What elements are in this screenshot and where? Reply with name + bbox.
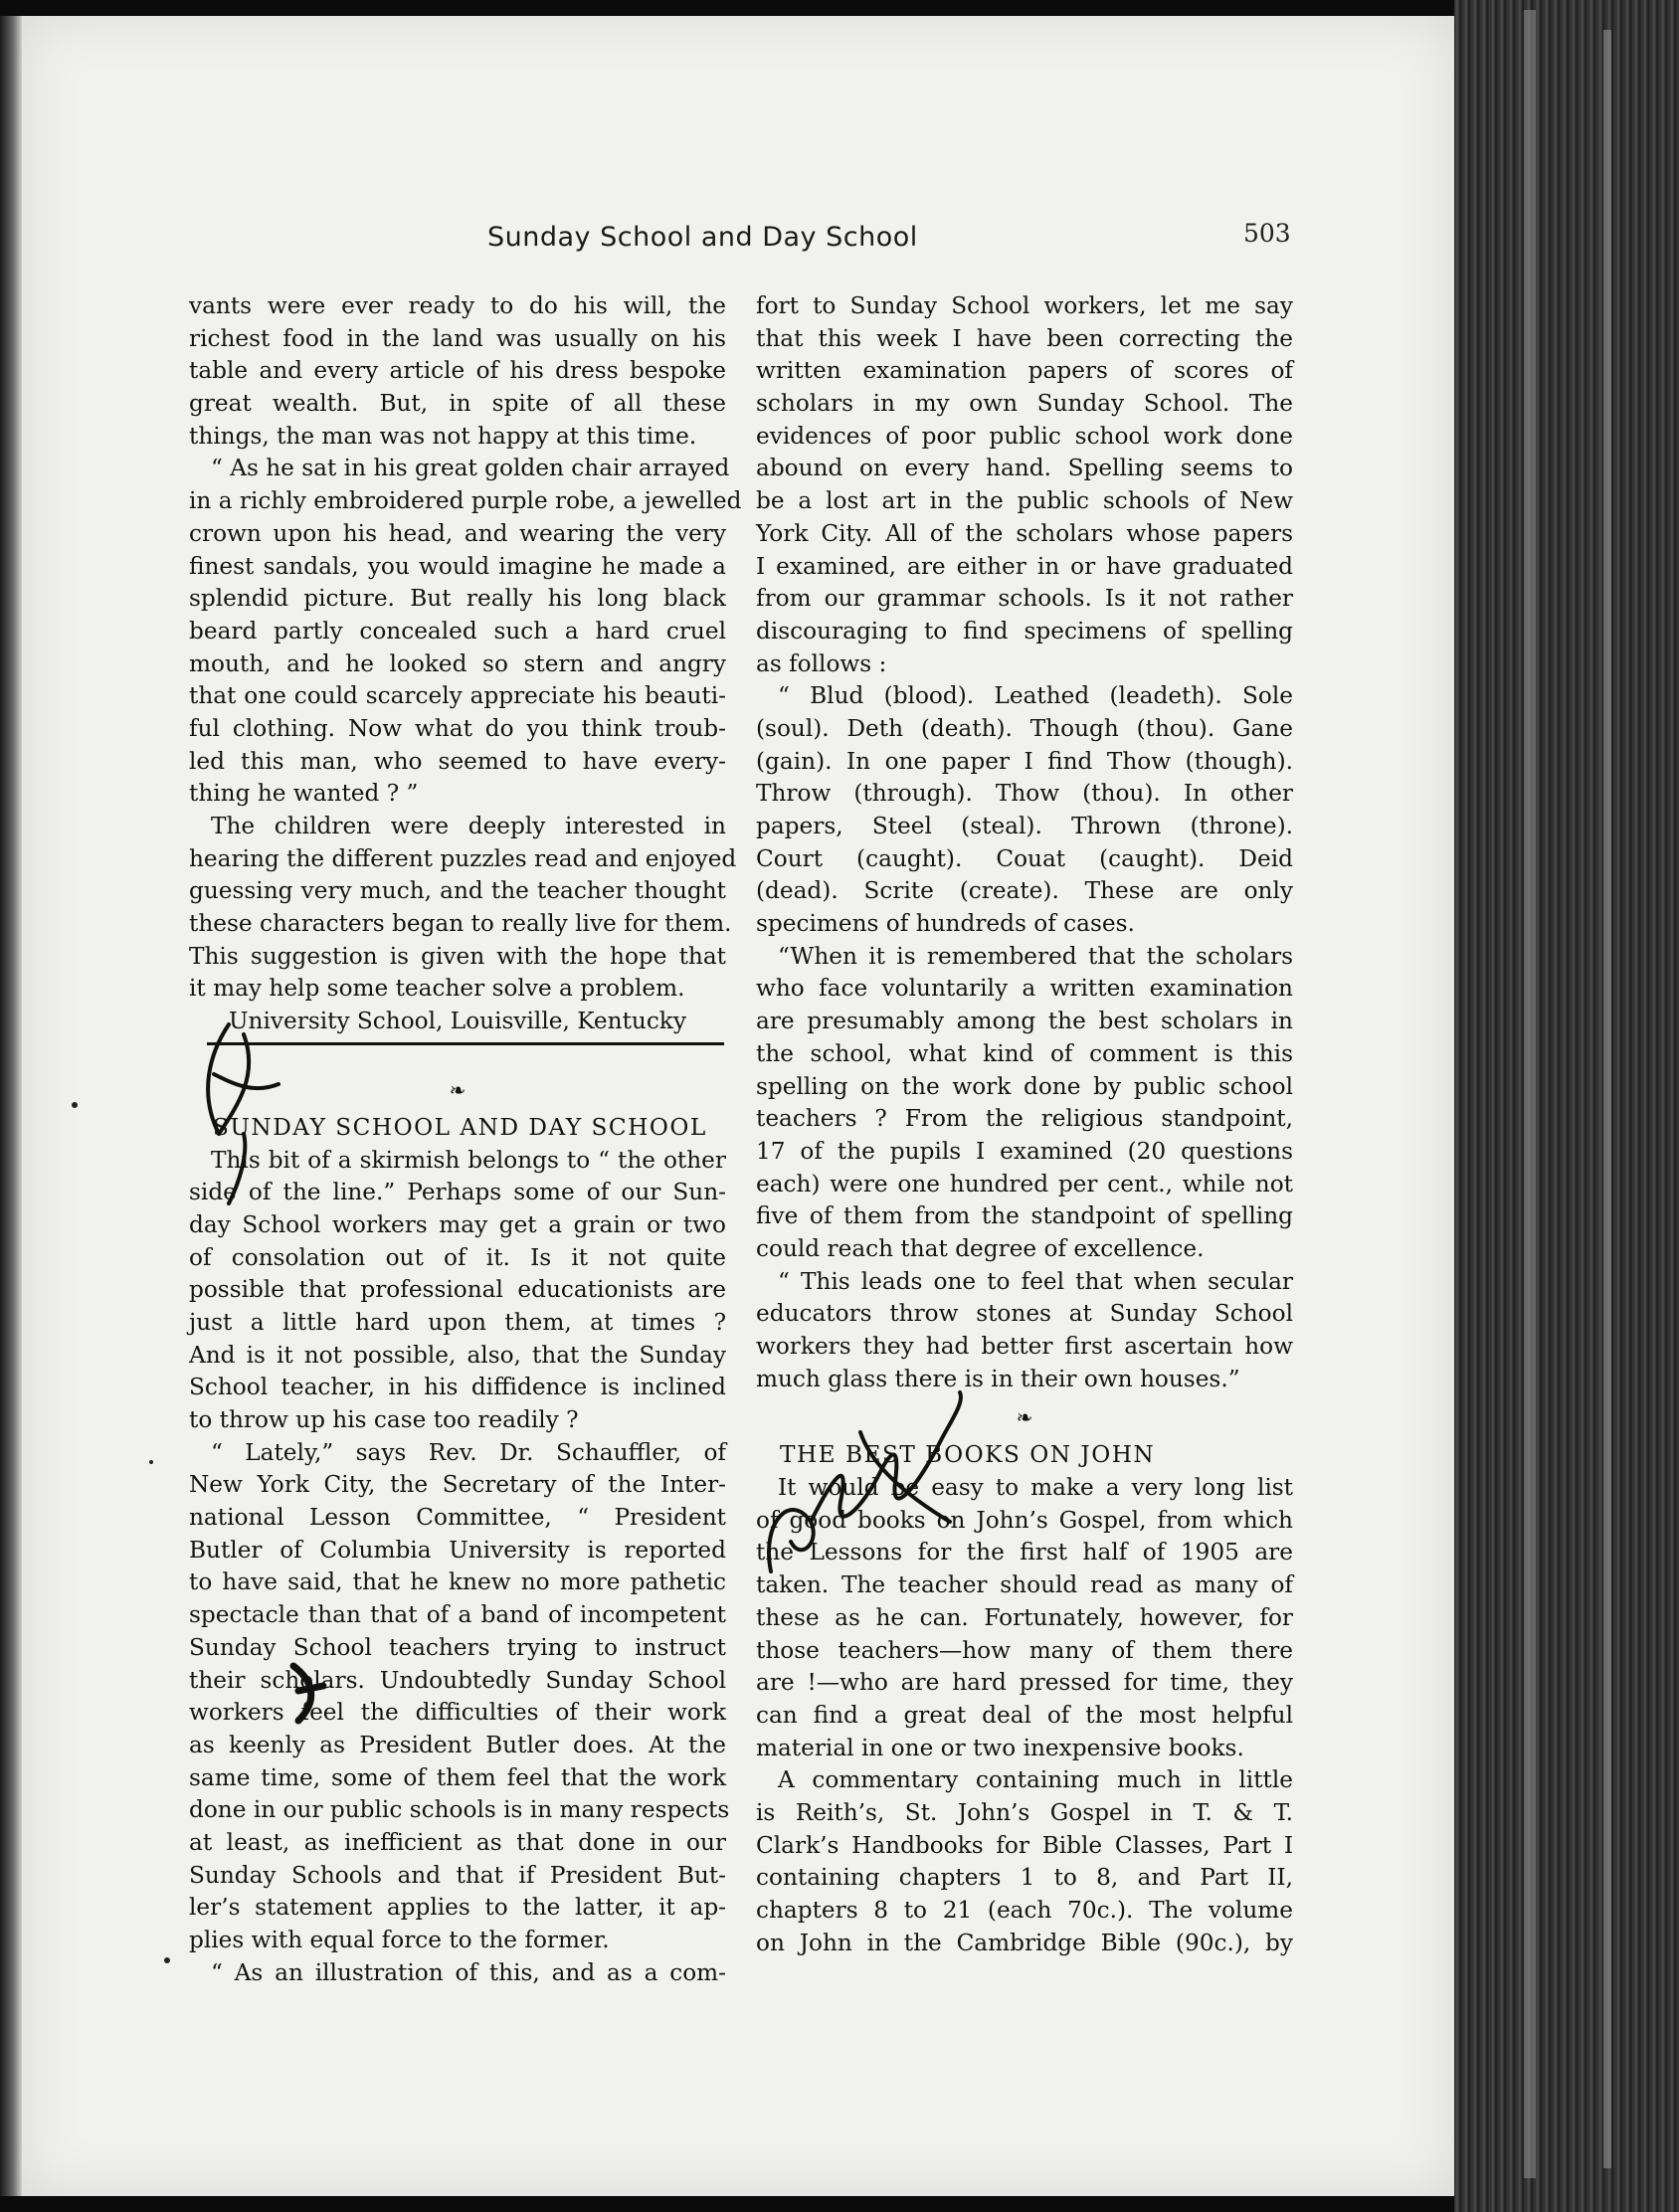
speck: [72, 1102, 78, 1108]
fleuron-ornament: ❧: [1016, 1405, 1033, 1430]
text-line: finest sandals, you would imagine he made a: [189, 552, 726, 580]
text-line: led this man, who seemed to have every-: [189, 747, 726, 775]
text-line: This suggestion is given with the hope that: [189, 942, 726, 970]
text-line: “ Blud (blood). Leathed (leadeth). Sole: [778, 682, 1293, 710]
text-line: five of them from the standpoint of spelling: [756, 1202, 1293, 1230]
text-line: in a richly embroidered purple robe, a jewelled: [189, 487, 742, 515]
text-line: York City. All of the scholars whose papers: [756, 519, 1293, 547]
text-line: can find a great deal of the most helpful: [756, 1701, 1293, 1729]
text-line: guessing very much, and the teacher thought: [189, 877, 726, 905]
page-left-edge: [0, 16, 22, 2196]
text-line: (gain). In one paper I find Thow (though).: [756, 747, 1293, 775]
text-line: at least, as inefficient as that done in our: [189, 1828, 726, 1856]
text-line: crown upon his head, and wearing the very: [189, 519, 726, 547]
text-line: educators throw stones at Sunday School: [756, 1300, 1293, 1328]
text-line: beard partly concealed such a hard cruel: [189, 617, 726, 645]
text-line: workers they had better first ascertain how: [756, 1333, 1293, 1360]
section-heading: SUNDAY SCHOOL AND DAY SCHOOL: [213, 1113, 707, 1141]
text-line: I examined, are either in or have graduated: [756, 552, 1293, 580]
text-line: scholars in my own Sunday School. The: [756, 390, 1293, 418]
text-line: things, the man was not happy at this time.: [189, 422, 697, 450]
text-line: “ Lately,” says Rev. Dr. Schauffler, of: [211, 1438, 726, 1466]
text-line: as follows :: [756, 649, 887, 677]
text-line: to have said, that he knew no more pathetic: [189, 1568, 726, 1596]
text-line: much glass there is in their own houses.”: [756, 1365, 1240, 1392]
text-line: those teachers—how many of them there: [756, 1636, 1293, 1664]
text-line: it may help some teacher solve a problem.: [189, 975, 685, 1003]
text-line: ful clothing. Now what do you think troub-: [189, 714, 726, 742]
running-head: Sunday School and Day School: [487, 222, 918, 253]
text-line: fort to Sunday School workers, let me say: [756, 292, 1293, 319]
text-line: containing chapters 1 to 8, and Part II,: [756, 1864, 1293, 1892]
section-heading: THE BEST BOOKS ON JOHN: [780, 1441, 1156, 1469]
text-line: possible that professional educationists are: [189, 1276, 726, 1304]
text-line: 17 of the pupils I examined (20 questions: [756, 1137, 1293, 1165]
text-line: papers, Steel (steal). Thrown (throne).: [756, 813, 1293, 839]
text-line: are presumably among the best scholars in: [756, 1008, 1293, 1035]
text-line: abound on every hand. Spelling seems to: [756, 455, 1293, 482]
text-line: And is it not possible, also, that the Sunday: [189, 1341, 726, 1369]
speck: [164, 1957, 170, 1963]
text-line: table and every article of his dress bespoke: [189, 357, 726, 385]
text-line: discouraging to find specimens of spelling: [756, 617, 1293, 645]
text-line: that one could scarcely appreciate his beauti-: [189, 682, 726, 710]
text-line: “ This leads one to feel that when secular: [778, 1267, 1293, 1295]
text-line: richest food in the land was usually on his: [189, 324, 726, 352]
text-line: Sunday Schools and that if President But-: [189, 1861, 726, 1889]
page-number: 503: [1243, 219, 1291, 248]
text-line: teachers ? From the religious standpoint,: [756, 1105, 1293, 1133]
text-line: workers feel the difficulties of their work: [189, 1699, 726, 1727]
text-line: Clark’s Handbooks for Bible Classes, Part I: [756, 1831, 1293, 1859]
text-line: written examination papers of scores of: [756, 357, 1293, 385]
text-line: University School, Louisville, Kentucky: [229, 1008, 686, 1035]
text-line: on John in the Cambridge Bible (90c.), by: [756, 1929, 1293, 1956]
text-line: ler’s statement applies to the latter, it ap-: [189, 1894, 726, 1922]
text-line: This bit of a skirmish belongs to “ the other: [211, 1146, 726, 1174]
text-line: New York City, the Secretary of the Inter-: [189, 1471, 726, 1499]
text-line: “ As an illustration of this, and as a com-: [211, 1958, 726, 1986]
text-line: thing he wanted ? ”: [189, 780, 419, 808]
text-line: day School workers may get a grain or two: [189, 1210, 726, 1238]
text-line: national Lesson Committee, “ President: [189, 1504, 726, 1532]
right-column: [756, 290, 1293, 1959]
text-line: “When it is remembered that the scholars: [778, 942, 1293, 970]
text-line: of consolation out of it. Is it not quite: [189, 1243, 726, 1271]
text-line: are !—who are hard pressed for time, they: [756, 1669, 1293, 1697]
text-line: mouth, and he looked so stern and angry: [189, 649, 726, 677]
text-line: just a little hard upon them, at times ?: [189, 1308, 726, 1336]
text-line: Sunday School teachers trying to instruct: [189, 1633, 726, 1661]
text-line: their scholars. Undoubtedly Sunday School: [189, 1666, 726, 1694]
text-line: great wealth. But, in spite of all these: [189, 390, 726, 418]
text-line: hearing the different puzzles read and enjoyed: [189, 844, 737, 872]
text-line: The children were deeply interested in: [211, 813, 726, 839]
text-line: splendid picture. But really his long black: [189, 585, 726, 613]
text-line: who face voluntarily a written examination: [756, 975, 1293, 1003]
text-line: the school, what kind of comment is this: [756, 1039, 1293, 1067]
left-column: [189, 290, 742, 1989]
text-line: material in one or two inexpensive books.: [756, 1734, 1244, 1761]
text-line: taken. The teacher should read as many of: [756, 1571, 1293, 1599]
speck: [149, 1460, 153, 1464]
text-line: specimens of hundreds of cases.: [756, 910, 1135, 938]
text-line: from our grammar schools. Is it not rather: [756, 585, 1293, 613]
text-line: side of the line.” Perhaps some of our Sun-: [189, 1179, 726, 1206]
text-line: (dead). Scrite (create). These are only: [756, 877, 1293, 905]
text-line: A commentary containing much in little: [778, 1766, 1293, 1794]
text-line: same time, some of them feel that the work: [189, 1763, 726, 1791]
section-rule: [189, 1038, 726, 1068]
text-line: to throw up his case too readily ?: [189, 1406, 579, 1433]
text-line: be a lost art in the public schools of New: [756, 487, 1293, 515]
text-line: done in our public schools is in many respects: [189, 1796, 730, 1824]
text-line: plies with equal force to the former.: [189, 1927, 610, 1953]
text-line: Throw (through). Thow (thou). In other: [756, 780, 1293, 808]
fleuron-ornament: ❧: [449, 1077, 466, 1102]
text-line: It would be easy to make a very long list: [778, 1474, 1293, 1502]
text-line: of good books on John’s Gospel, from which: [756, 1506, 1293, 1534]
text-line: is Reith’s, St. John’s Gospel in T. & T.: [756, 1798, 1293, 1826]
book-page-edges: [1454, 0, 1679, 2212]
text-line: each) were one hundred per cent., while not: [756, 1170, 1293, 1198]
text-line: Court (caught). Couat (caught). Deid: [756, 844, 1293, 872]
text-line: that this week I have been correcting the: [756, 324, 1293, 352]
text-line: could reach that degree of excellence.: [756, 1234, 1205, 1262]
text-line: vants were ever ready to do his will, the: [189, 292, 726, 319]
text-line: spelling on the work done by public school: [756, 1072, 1293, 1100]
text-line: chapters 8 to 21 (each 70c.). The volume: [756, 1897, 1293, 1924]
text-line: (soul). Deth (death). Though (thou). Gane: [756, 714, 1293, 742]
text-line: these as he can. Fortunately, however, for: [756, 1603, 1293, 1631]
text-line: School teacher, in his diffidence is inclined: [189, 1374, 726, 1401]
text-line: Butler of Columbia University is reported: [189, 1536, 726, 1564]
text-line: as keenly as President Butler does. At the: [189, 1731, 726, 1758]
text-line: “ As he sat in his great golden chair arrayed: [211, 455, 730, 482]
text-line: evidences of poor public school work done: [756, 422, 1293, 450]
text-line: the Lessons for the first half of 1905 are: [756, 1539, 1293, 1567]
text-line: spectacle than that of a band of incompetent: [189, 1601, 726, 1629]
text-line: these characters began to really live for them.: [189, 910, 732, 938]
